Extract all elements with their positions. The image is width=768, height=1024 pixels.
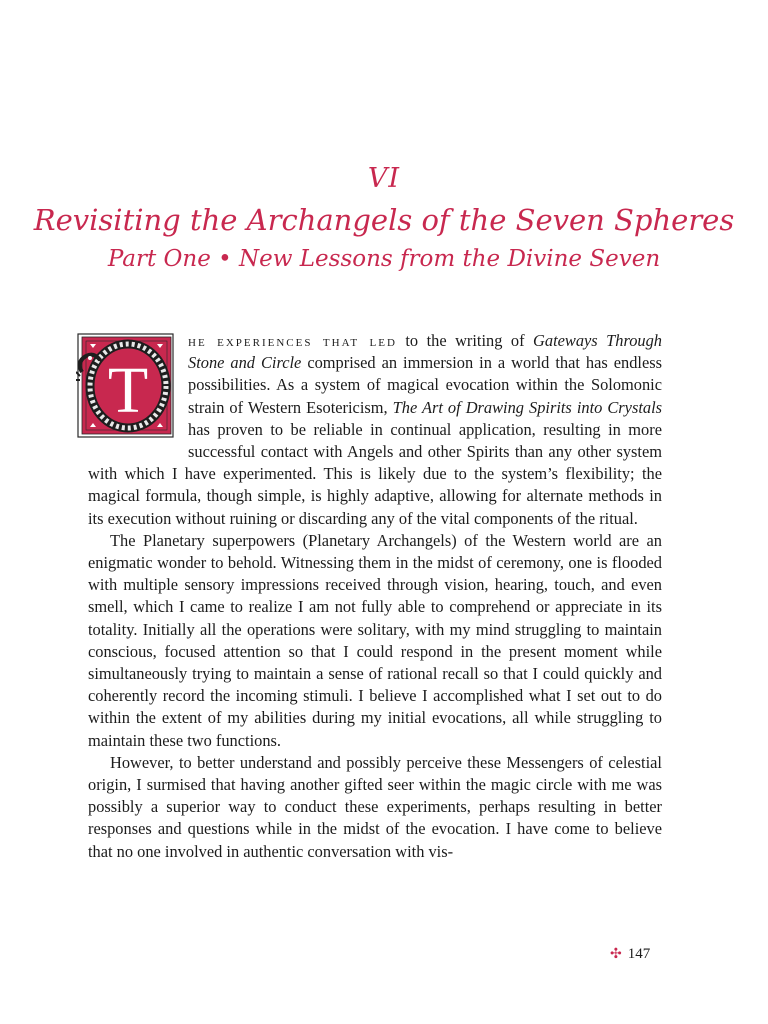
- paragraph-3: However, to better understand and possibly perceive these Messengers of celestial origin, I surmised that having another gifted seer within the magic circle with me was possibly a superior way to conduct these experiments, perhaps resulting in better responses and questions while in the midst of the evocation. I have come to believe that no one involved in authentic conversation with vis-: [88, 752, 662, 861]
- paragraph-2: The Planetary superpowers (Planetary Archangels) of the Western world are an enigmatic wonder to behold. Witnessing them in the midst of ceremony, one is flooded with multiple sensory impressions received through vision, hearing, touch, and even smell, which I came to realize I am not fully able to comprehend or appreciate in its totality. Initially all the operations were solitary, with my mind struggling to maintain conscious, focused attention so that I could respond in the present moment while simultaneously trying to maintain a sense of rational recall so that I could quickly and coherently record the incoming stimuli. I believe I accomplished what I set out to do within the extent of my abilities during my initial evocations, all while struggling to maintain these two functions.: [88, 530, 662, 750]
- book-title-gateways: Gateways Through Stone and Circle: [188, 331, 663, 373]
- paragraph-1: [88, 330, 662, 530]
- text-run: comprised an immersion in a world that has endless possibilities. As a system of magical evocation within the Solomonic strain of Western Esotericism,: [188, 353, 662, 417]
- text-run: has proven to be reliable in continual application, resulting in more successful contact with Angels and other Spirits than any other system with which I have experimented. This is likely due to the system’s flexibility; the magical formula, though simple, is highly adaptive, allowing for alternate methods in its execution without ruining or discarding any of the vital components of the ritual.: [88, 419, 662, 528]
- chapter-heading: [0, 160, 768, 276]
- text-run: to the writing of: [396, 331, 534, 350]
- chapter-number: VI: [367, 163, 401, 194]
- book-title-art-of-drawing: The Art of Drawing Spirits into Crystals: [392, 397, 663, 417]
- page-number: 147: [627, 946, 651, 962]
- body-text: [88, 330, 662, 863]
- cross-ornament-icon: ✣: [610, 947, 622, 962]
- lead-in-smallcaps: he experiences that led: [188, 331, 397, 350]
- drop-cap-letter: T: [107, 354, 149, 427]
- chapter-subtitle: Part One • New Lessons from the Divine Seven: [107, 246, 661, 272]
- chapter-title: Revisiting the Archangels of the Seven Spheres: [33, 203, 735, 237]
- page-folio: [610, 946, 670, 970]
- drop-cap: [76, 332, 174, 438]
- serpent-ornament-icon: [76, 332, 174, 438]
